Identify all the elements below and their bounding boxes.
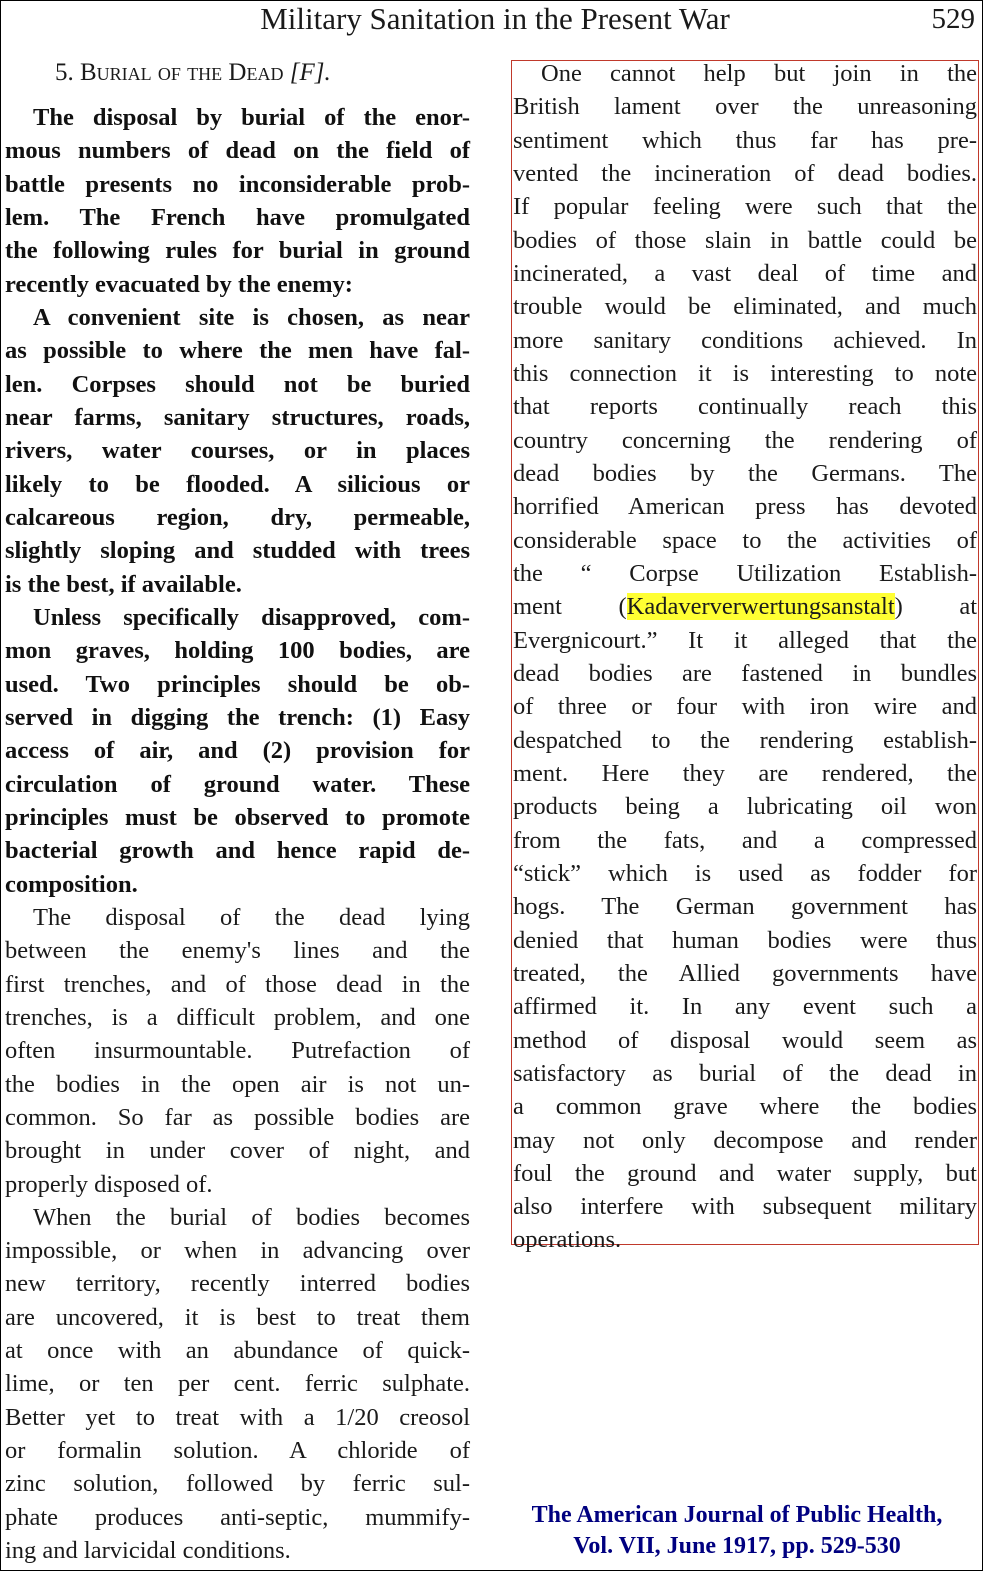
text-line: dead bodies by the Germans. The (513, 459, 977, 487)
text-line: circulation of ground water. These (5, 770, 470, 798)
section-heading (55, 56, 331, 90)
text-line: are uncovered, it is best to treat them (5, 1303, 470, 1331)
text-line: British lament over the unreasoning (513, 93, 977, 121)
text-line: first trenches, and of those dead in the (5, 970, 470, 998)
text-line: “stick” which is used as fodder for (513, 859, 977, 887)
text-line: country concerning the rendering of (513, 426, 977, 454)
section-number: 5. (55, 59, 74, 86)
text-line: bacterial growth and hence rapid de- (5, 837, 470, 865)
text-line: method of disposal would seem as (513, 1026, 977, 1054)
text-line: used. Two principles should be ob- (5, 670, 470, 698)
text-line: lem. The French have promulgated (5, 203, 470, 231)
text-line: despatched to the rendering establish- (513, 726, 977, 754)
text-line: If popular feeling were such that the (513, 193, 977, 221)
text-line: trouble would be eliminated, and much (513, 293, 977, 321)
citation (492, 1500, 982, 1562)
running-title: Military Sanitation in the Present War (260, 1, 730, 36)
text-line: incinerated, a vast deal of time and (513, 259, 977, 287)
text-line: affirmed it. In any event such a (513, 993, 977, 1021)
paragraph (5, 101, 470, 301)
text-line: Unless specifically disapproved, com- (33, 603, 470, 631)
text-line: often insurmountable. Putrefaction of (5, 1037, 470, 1065)
text-line: considerable space to the activities of (513, 526, 977, 554)
text-line: operations. (513, 1226, 622, 1254)
paragraph (5, 1201, 470, 1568)
text-line: mon graves, holding 100 bodies, are (5, 637, 470, 665)
section-tag: [F]. (289, 59, 331, 86)
citation-journal: The American Journal of Public Health, (531, 1502, 943, 1528)
text-line: satisfactory as burial of the dead in (513, 1059, 977, 1087)
text-line: may not only decompose and render (513, 1126, 977, 1154)
citation-volume: Vol. VII, June 1917, pp. 529-530 (573, 1533, 901, 1559)
text-line: is the best, if available. (5, 570, 242, 598)
paragraph (5, 901, 470, 1201)
text-line: calcareous region, dry, permeable, (5, 503, 470, 531)
text-line: mous numbers of dead on the field of (5, 137, 470, 165)
text-line: len. Corpses should not be buried (5, 370, 470, 398)
text-line: hogs. The German government has (513, 893, 977, 921)
left-column (5, 101, 470, 1567)
text-line: ment (Kadaververwertungsanstalt) at (513, 593, 977, 621)
paragraph (513, 57, 977, 1257)
text-line: trenches, is a difficult problem, and one (5, 1003, 470, 1031)
text-line: also interfere with subsequent military (513, 1193, 977, 1221)
text-line: Better yet to treat with a 1/20 creosol (5, 1403, 470, 1431)
text-line: new territory, recently interred bodies (5, 1270, 470, 1298)
text-line: likely to be flooded. A silicious or (5, 470, 470, 498)
page-number: 529 (931, 3, 975, 35)
text-line: battle presents no inconsiderable prob- (5, 170, 470, 198)
text-line: dead bodies are fastened in bundles (513, 659, 977, 687)
text-line: near farms, sanitary structures, roads, (5, 403, 470, 431)
section-title: Burial of the Dead (80, 59, 284, 86)
paragraph (5, 301, 470, 601)
paragraph (5, 601, 470, 901)
text-line: that reports continually reach this (513, 393, 977, 421)
highlighted-term: Kadaververwertungsanstalt (626, 593, 895, 621)
text-line: the “ Corpse Utilization Establish- (513, 559, 977, 587)
text-line: A convenient site is chosen, as near (33, 303, 470, 331)
text-line: access of air, and (2) provision for (5, 737, 470, 765)
text-line: of three or four with iron wire and (513, 693, 977, 721)
text-line: slightly sloping and studded with trees (5, 537, 470, 565)
text-line: When the burial of bodies becomes (33, 1203, 470, 1231)
text-line: composition. (5, 870, 138, 898)
text-line: denied that human bodies were thus (513, 926, 977, 954)
text-line: as possible to where the men have fal- (5, 337, 470, 365)
text-line: horrified American press has devoted (513, 493, 977, 521)
text-line: treated, the Allied governments have (513, 959, 977, 987)
text-line: The disposal by burial of the enor- (33, 104, 470, 131)
text-line: properly disposed of. (5, 1170, 213, 1198)
text-line: a common grave where the bodies (513, 1093, 977, 1121)
text-line: rivers, water courses, or in places (5, 437, 470, 465)
text-line: between the enemy's lines and the (5, 937, 470, 965)
text-line: more sanitary conditions achieved. In (513, 326, 977, 354)
text-line: One cannot help but join in the (541, 60, 977, 87)
text-line: brought in under cover of night, and (5, 1137, 470, 1165)
text-line: recently evacuated by the enemy: (5, 270, 353, 298)
text-line: bodies of those slain in battle could be (513, 226, 977, 254)
text-line: lime, or ten per cent. ferric sulphate. (5, 1370, 470, 1398)
text-line: impossible, or when in advancing over (5, 1237, 470, 1265)
text-line: sentiment which thus far has pre- (513, 126, 977, 154)
text-line: this connection it is interesting to note (513, 359, 977, 387)
text-line: at once with an abundance of quick- (5, 1337, 470, 1365)
text-line: vented the incineration of dead bodies. (513, 159, 977, 187)
text-line: foul the ground and water supply, but (513, 1159, 977, 1187)
text-line: the bodies in the open air is not un- (5, 1070, 470, 1098)
text-line: Evergnicourt.” It it alleged that the (513, 626, 977, 654)
text-line: the following rules for burial in ground (5, 237, 470, 265)
text-line: phate produces anti-septic, mummify- (5, 1503, 470, 1531)
text-line: products being a lubricating oil won (513, 793, 977, 821)
text-line: principles must be observed to promote (5, 803, 470, 831)
right-column-boxed (513, 57, 977, 1257)
text-line: ment. Here they are rendered, the (513, 759, 977, 787)
text-line: zinc solution, followed by ferric sul- (5, 1470, 470, 1498)
text-line: served in digging the trench: (1) Easy (5, 703, 470, 731)
text-line: common. So far as possible bodies are (5, 1103, 470, 1131)
text-line: ing and larvicidal conditions. (5, 1537, 291, 1565)
text-line: The disposal of the dead lying (33, 903, 470, 931)
text-line: or formalin solution. A chloride of (5, 1437, 470, 1465)
text-line: from the fats, and a compressed (513, 826, 977, 854)
